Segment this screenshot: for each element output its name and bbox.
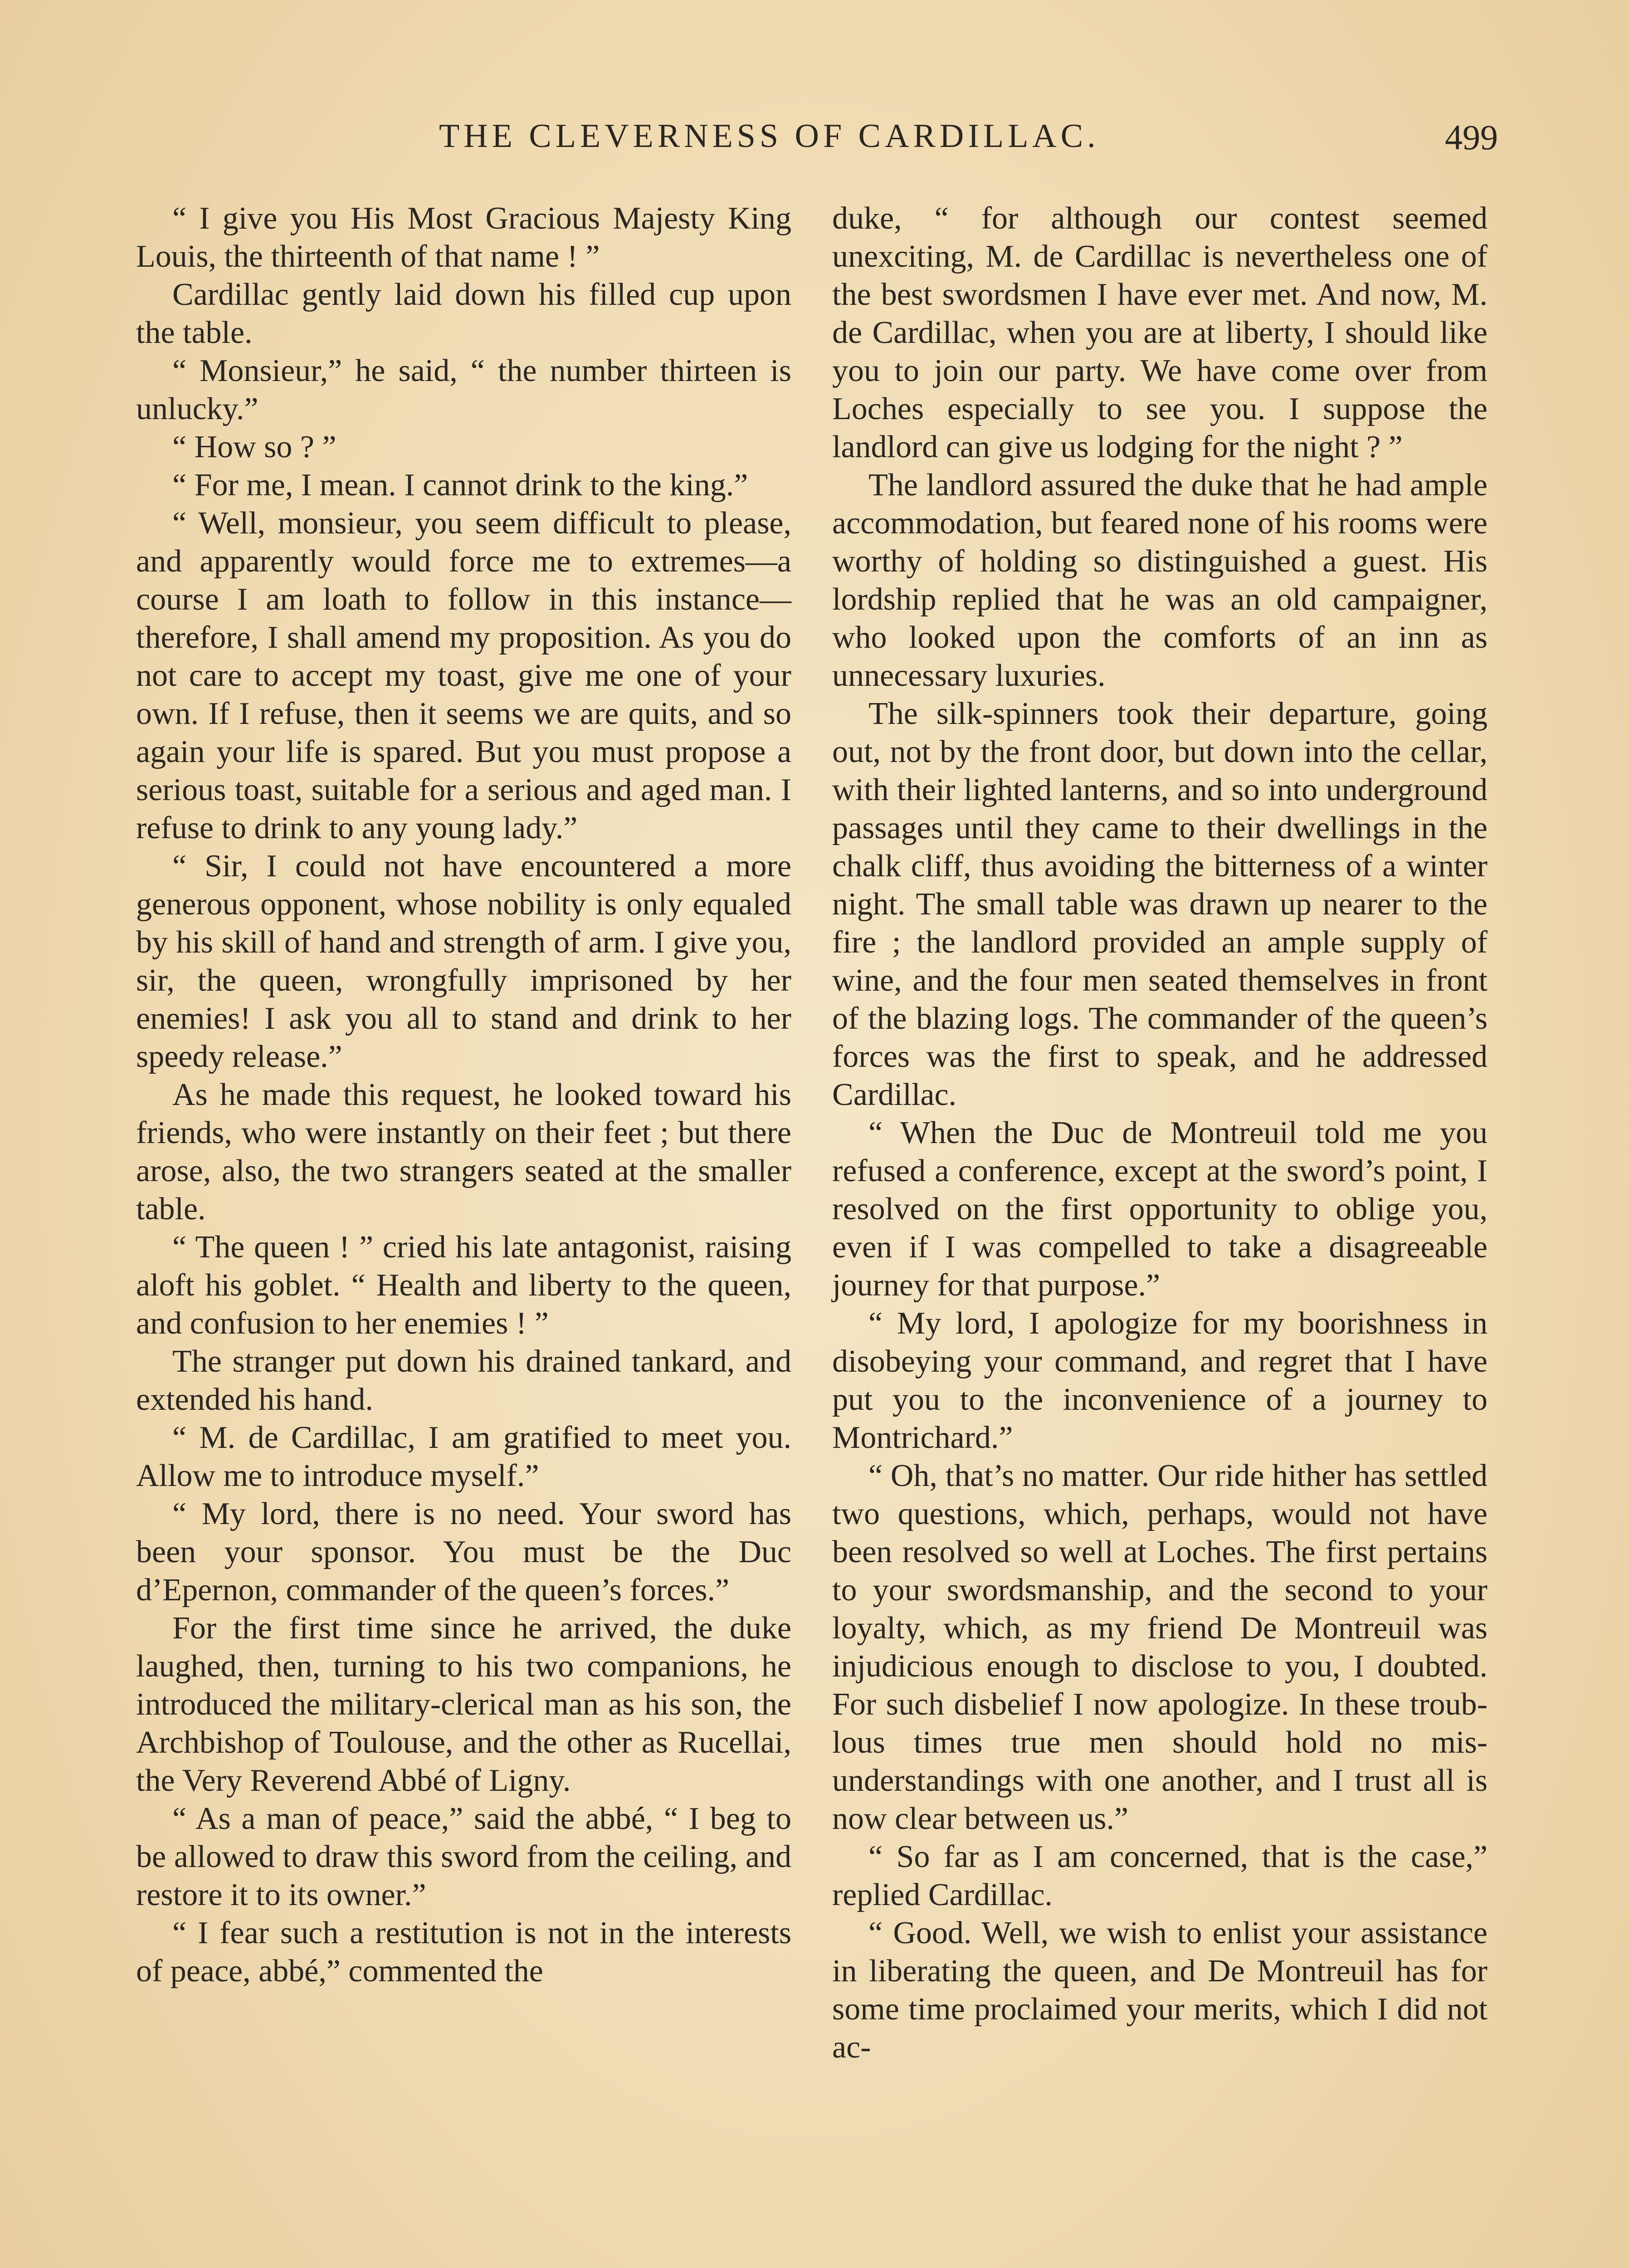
paragraph: “ Well, monsieur, you seem difficult to please, and apparently would force me to extremes—a course I am loath to follow in this instance—therefore, I shall amend my proposition. As you do not care to accept my toast, give me one of your own. If I refuse, then it seems we are quits, and so again your life is spared. But you must propose a serious toast, suitable for a serious and aged man. I refuse to drink to any young lady.” [136,506,791,846]
paragraph: “ Good. Well, we wish to enlist your assistance in liberating the queen, and De Montreuil has for some time proclaimed your merits, which I did not ac- [832,1916,1488,2065]
paragraph: “ So far as I am concerned, that is the case,” replied Cardillac. [832,1839,1488,1912]
page-number: 499 [1445,117,1498,157]
paragraph: “ M. de Cardillac, I am gratified to meet you. Allow me to introduce myself.” [136,1420,791,1493]
paragraph: “ I fear such a restitution is not in the interests of peace, abbé,” commented the [136,1916,791,1989]
paragraph: “ I give you His Most Gracious Majesty King Louis, the thirteenth of that name ! ” [136,201,791,274]
paragraph: “ Sir, I could not have encountered a more generous opponent, whose nobility is only equaled by his skill of hand and strength of arm. I give you, sir, the queen, wrongfully imprisoned by her enemies! I ask you all to stand and drink to her speedy release.” [136,849,791,1074]
paragraph: “ When the Duc de Montreuil told me you refused a conference, except at the sword’s point, I resolved on the first opportunity to oblige you, even if I was compelled to take a disagreeable journey for that purpose.” [832,1115,1488,1303]
running-title: THE CLEVERNESS OF CARDILLAC. [439,117,1100,155]
paragraph: “ My lord, I apologize for my boorishness in disobeying your command, and regret that I have put you to the inconvenience of a journey to Montrichard.” [832,1306,1488,1455]
right-column [832,200,1488,2067]
paragraph: “ As a man of peace,” said the abbé, “ I beg to be allowed to draw this sword from the ceiling, and restore it to its owner.” [136,1801,791,1912]
left-column [136,200,791,1990]
paragraph-continued: duke, “ for although our contest seemed unexciting, M. de Cardillac is nevertheless one of the best swordsmen I have ever met. And now, M. de Cardillac, when you are at liberty, I should like you to join our party. We have come over from Loches especially to see you. I suppose the landlord can give us lodging for the night ? ” [832,201,1488,464]
paragraph: “ Monsieur,” he said, “ the number thirteen is unlucky.” [136,353,791,426]
paragraph: The landlord assured the duke that he had ample accommodation, but feared none of his rooms were worthy of holding so distinguished a guest. His lordship replied that he was an old campaigner, who looked upon the comforts of an inn as unnecessary luxuries. [832,468,1488,693]
paragraph: As he made this request, he looked toward his friends, who were instantly on their feet ; but there arose, also, the two strangers seated at the smaller table. [136,1077,791,1227]
paragraph: “ My lord, there is no need. Your sword has been your sponsor. You must be the Duc d’Epernon, commander of the queen’s forces.” [136,1496,791,1608]
paragraph: “ For me, I mean. I cannot drink to the king.” [172,468,748,503]
paragraph: “ Oh, that’s no matter. Our ride hither has settled two questions, which, perhaps, would not have been resolved so well at Loches. The first pertains to your swordsmanship, and the second to your loyalty, which, as my friend De Montreuil was injudicious enough to disclose to you, I doubted. For such disbelief I now apologize. In these troublous times true men should hold no misunderstandings with one another, and I trust all is now clear between us.” [832,1458,1488,1836]
paragraph: The silk-spinners took their departure, going out, not by the front door, but down into the cellar, with their lighted lanterns, and so into underground passages until they came to their dwellings in the chalk cliff, thus avoiding the bitterness of a winter night. The small table was drawn up nearer to the fire ; the landlord provided an ample supply of wine, and the four men seated themselves in front of the blazing logs. The commander of the queen’s forces was the first to speak, and he addressed Cardillac. [832,696,1488,1112]
paragraph: Cardillac gently laid down his filled cup upon the table. [136,277,791,350]
paragraph: The stranger put down his drained tankard, and extended his hand. [136,1344,791,1417]
paragraph: “ How so ? ” [172,430,337,464]
paragraph: For the first time since he arrived, the duke laughed, then, turning to his two companions, he introduced the military-clerical man as his son, the Archbishop of Toulouse, and the other as Rucellai, the Very Reverend Abbé of Ligny. [136,1611,791,1798]
paragraph: “ The queen ! ” cried his late antagonist, raising aloft his goblet. “ Health and liberty to the queen, and confusion to her enemies ! ” [136,1230,791,1341]
page-header [136,117,1497,167]
